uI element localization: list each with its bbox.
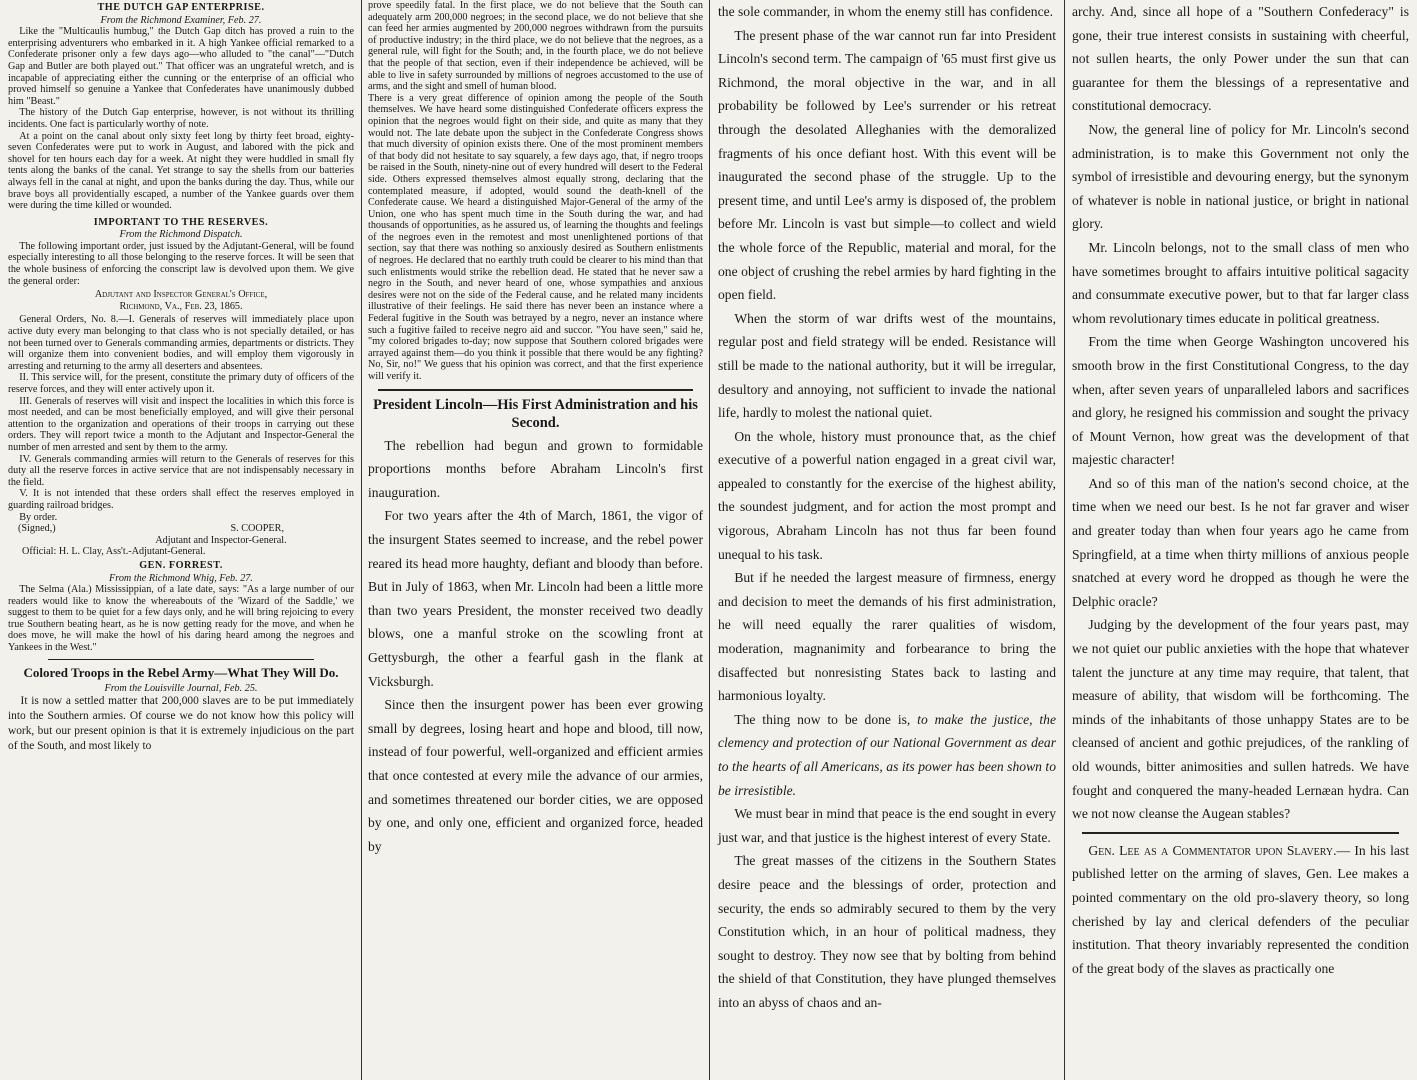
signer-title: Adjutant and Inspector-General.: [155, 534, 287, 546]
office-date: Richmond, Va., Feb. 23, 1865.: [119, 300, 243, 312]
article-paragraph: archy. And, since all hope of a "Southern Confederacy" is gone, their true interest consists in sustaining with cheerful, not sullen hearts, the only Power under the sun that can guarantee for them the blessings of a representative and constitutional democracy.: [1072, 4, 1409, 114]
signer-name: S. COOPER,: [230, 523, 284, 535]
article-paragraph: The rebellion had begun and grown to formidable proportions months before Abraham Lincoln's first inauguration.: [368, 437, 703, 500]
lincoln-heading: President Lincoln—His First Administration and his Second.: [373, 396, 698, 431]
column-2: [364, 0, 707, 1080]
column-1: [4, 0, 358, 1080]
article-paragraph: Now, the general line of policy for Mr. Lincoln's second administration, is to make this Government not only the symbol of irresistible and devouring energy, but the synonym of whatever is noble in national justice, or bright in national glory.: [1072, 121, 1409, 232]
forrest-source: From the Richmond Whig, Feb. 27.: [109, 572, 253, 584]
article-paragraph: Mr. Lincoln belongs, not to the small class of men who have sometimes brought to affairs intuitive political sagacity and consummate executive power, but to that far larger class whom revolutionary times educate in political greatness.: [1072, 239, 1409, 326]
official-line: Official: H. L. Clay, Ass't.-Adjutant-General.: [22, 546, 206, 558]
article-paragraph: But if he needed the largest measure of firmness, energy and decision to meet the demands of his first administration, he will need equally the rarer qualities of wisdom, moderation, magnanimity and forbearance to bring the disaffected but nonresisting States back to lasting and harmonious loyalty.: [718, 570, 1056, 704]
article-paragraph: On the whole, history must pronounce that, as the chief executive of a powerful nation engaged in a great civil war, appealed to constantly for the exercise of the highest ability, the soundest judgment, and for action the most prompt and vigorous, Abraham Lincoln has not thus far been found unequal to his task.: [718, 428, 1056, 562]
article-paragraph: Since then the insurgent power has been ever growing small by degrees, losing heart and hope and blood, till now, instead of four powerful, well-organized and efficient armies that once contested at every mile the advance of our armies, and sometimes threatened our border cities, we are opposed by one, and only one, efficient and organized force, headed by: [368, 697, 703, 854]
article-paragraph: And so of this man of the nation's second choice, at the time when we need our best. Is he not far graver and wiser and greater today than when four years ago he came from Springfield, at a time when thirty millions of anxious people snatched at every word he dropped as though he were the Delphic oracle?: [1072, 475, 1409, 609]
order-paragraph: IV. Generals commanding armies will return to the Generals of reserves for this duty all the reserve forces in active service that are not indispensably necessary in the field.: [8, 453, 354, 488]
article-paragraph: prove speedily fatal. In the first place, we do not believe that the South can adequately arm 200,000 negroes; in the second place, we do not believe that she can feed her armies augmented by 200,000 negroes withdrawn from the pursuits of productive industry; in the third place, we do not believe that the negroes, as a general rule, will fight for the South; and, in the fourth place, we do not believe that the people of that section, even if their independence be achieved, will be able to live in safety surrounded by millions of negroes accustomed to the use of arms, and the sight and smell of human blood.: [368, 0, 703, 93]
article-paragraph: There is a very great difference of opinion among the people of the South themselves. We have heard some distinguished Confederate officers express the opinion that the negroes would fight on their side, and quite as many that they would not. The late debate upon the subject in the Confederate Congress shows that much diversity of opinion exists there. One of the most prominent members of that body did not hesitate to say squarely, a few days ago, that, if negro troops be raised in the South, ninety-nine out of every hundred will desert to the Federal side. Others expressed themselves almost equally strong, declaring that the contemplated measure, if adopted, would sound the death-knell of the Confederate cause. We heard a distinguished Major-General of the army of the Union, one who has spent much time in the South during the war, and had thousands of opportunities, as he assured us, of learning the thoughts and feelings of the negroes even in the remotest and most unenlightened portions of that section, say that there was nothing so anxiously desired as Southern enlistments of negroes. He declared that no earthly truth could be clearer to his mind than that such enlistments would strike the rebellion dead. He stated that he never saw a negro in the South, and never heard of one, whose sympathies and anxious desires were not on the side of the Federal cause, and he related many incidents illustrative of their feelings. He said there has never been an instance where a Federal fugitive in the South was betrayed by a negro, never an instance where such a fugitive failed to receive negro aid and succor. "You have seen," said he, "my colored brigades to-day; now suppose that Southern colored brigades were arrayed against them—do you think it possible that there would be any fighting? No, Sir, no!" We guess that his opinion was correct, and that the first experience will verify it.: [368, 92, 703, 382]
order-paragraph: III. Generals of reserves will visit and inspect the localities in which this force is most needed, and can be most beneficially employed, and will give their personal attention to the organization and operations of their troops in carrying out these orders. They will report twice a month to the Adjutant and Inspector-General the number of men arrested and sent by them to the army.: [8, 395, 354, 453]
order-paragraph: General Orders, No. 8.—I. Generals of reserves will immediately place upon active duty every man belonging to that class who is not specially detailed, or has not been turned over to Generals commanding armies, departments or districts. They will organize them into convenient bodies, and will employ them vigorously in arresting and returning to the army all deserters and absentees.: [8, 314, 354, 372]
todo-lead: The thing now to be done is,: [734, 711, 911, 727]
column-rule: [361, 0, 362, 1080]
dutch-gap-heading: THE DUTCH GAP ENTERPRISE.: [97, 2, 265, 13]
article-paragraph: The present phase of the war cannot run far into President Lincoln's second term. The campaign of '65 must first give us Richmond, the moral objective in the war, and in all probability be followed by Lee's surrender or his retreat through the desolated Alleghanies with the demoralized fragments of his once defiant host. With this event will be inaugurated the second phase of the struggle. Up to the present time, and until Lee's army is disposed of, the problem before Mr. Lincoln is vast but simple—to collect and wield the whole force of the Republic, material and moral, for the one object of crushing the rebel armies by hard fighting in the open field.: [718, 27, 1056, 303]
order-paragraph: V. It is not intended that these orders shall effect the reserves employed in guarding railroad bridges.: [8, 488, 354, 511]
column-rule: [1064, 0, 1065, 1080]
column-4: [1066, 0, 1415, 1080]
article-paragraph: Like the "Multicaulis humbug," the Dutch Gap ditch has proved a ruin to the enterprising adventurers who embarked in it. A high Yankee official remarked to a Confederate prisoner only a few days ago—who alluded to "the canal"—"Dutch Gap and Butler are both played out." That officer was an ungrateful wretch, and is incapable of appreciating either the cunning or the enterprise of an official who proved himself so genuine a Yankee that Confederates have unanimously dubbed him "Beast.": [8, 26, 354, 107]
colored-troops-heading: Colored Troops in the Rebel Army—What They Will Do.: [23, 664, 339, 680]
signature-line: [8, 523, 354, 535]
reserves-source: From the Richmond Dispatch.: [119, 229, 243, 241]
column-rule: [709, 0, 710, 1080]
order-paragraph: II. This service will, for the present, constitute the primary duty of officers of the reserve forces, and they will enter actively upon it.: [8, 372, 354, 395]
lee-paragraph: In his last published letter on the arming of slaves, Gen. Lee makes a pointed commentary on the old pro-slavery theory, so long cherished by lay and clerical defenders of the peculiar institution. That theory invariably represented the condition of the great body of the slaves as practically one: [1072, 842, 1410, 976]
article-paragraph: The great masses of the citizens in the Southern States desire peace and the blessings of order, protection and security, the ends so admirably secured to them by the very Constitution which, in an hour of political madness, they sought to destroy. They now see that by bolting from behind the shield of that Constitution, they have plunged themselves into an abyss of chaos and an-: [718, 853, 1056, 1010]
dutch-gap-source: From the Richmond Examiner, Feb. 27.: [100, 14, 262, 26]
article-paragraph: For two years after the 4th of March, 1861, the vigor of the insurgent States seemed to increase, and the rebel power reared its head more haughty, defiant and bloody than before. But in July of 1863, when Mr. Lincoln had been a little more than two years President, the monster received two deadly blows, one a manful stroke on the scowling front at Gettysburgh, the other a fearful gash in the flank at Vicksburgh.: [368, 508, 703, 689]
article-paragraph: The history of the Dutch Gap enterprise, however, is not without its thrilling incidents. One fact is particularly worthy of note.: [8, 107, 354, 130]
forrest-heading: GEN. FORREST.: [139, 559, 223, 571]
reserves-heading: IMPORTANT TO THE RESERVES.: [93, 216, 269, 228]
divider: [378, 389, 693, 391]
article-paragraph: [718, 708, 1056, 802]
article-paragraph: We must bear in mind that peace is the end sought in every just war, and that justice is the highest interest of every State.: [718, 806, 1056, 845]
divider: [1082, 832, 1399, 834]
todo-emphasis: to make the justice, the clemency and protection of our National Government as dear to the hearts of all Americans, as its power has been shown to be irresistible.: [718, 711, 1056, 798]
divider: [48, 659, 314, 660]
article-paragraph: The following important order, just issued by the Adjutant-General, will be found especially interesting to all those belonging to the reserve forces. It will be seen that the whole business of enforcing the conscript law is devolved upon them. We give the general order:: [8, 240, 354, 287]
article-paragraph: At a point on the canal about only sixty feet long by thirty feet broad, eighty-seven Confederates were put to work in August, and labored with the pick and shovel for ten hours each day for a week. At night they were huddled in small fly tents along the banks of the canal. Yet strange to say the shells from our batteries always fell in the canal at night, and upon the banks during the day. Thus, while our brave boys all providentially escaped, a number of the Yankee guards over them were during the time killed or wounded.: [8, 130, 354, 212]
column-3: [712, 0, 1062, 1080]
article-paragraph: From the time when George Washington uncovered his smooth brow in the first Constitutional Congress, to the day when, after seven years of unparalleled labors and sacrifices and glory, he resigned his commission and sought the privacy of Mount Vernon, how great was the development of that majestic character!: [1072, 334, 1409, 468]
article-paragraph: The Selma (Ala.) Mississippian, of a late date, says: "As a large number of our readers would like to know the whereabouts of the 'Wizard of the Saddle,' we suggest to them to be quiet for a few days only, and he will bring rejoicing to every true Southern beating heart, as he is now getting ready for the move, and when he does move, he will make the howl of his daring heard among the negroes and Yankees in the West.": [8, 584, 354, 654]
lee-heading: Gen. Lee as a Commentator upon Slavery.—: [1088, 842, 1351, 858]
signed-label: (Signed,): [18, 523, 56, 535]
article-paragraph: Judging by the development of the four years past, may we not quiet our public anxieties with the hope that whatever talent the juncture at any time may require, that talent, that measure of ability, that wisdom will be forthcoming. The minds of the inhabitants of those unhappy States are to be cleansed of ancient and gothic prejudices, of the rankling of old wounds, bitter animosities and sullen hatreds. We have fought and conquered the many-headed Lernæan hydra. Can we not now cleanse the Augean stables?: [1072, 617, 1409, 822]
article-paragraph: When the storm of war drifts west of the mountains, regular post and field strategy will be ended. Resistance will still be made to the national authority, but it will be irregular, desultory and annoying, not sufficient to invade the national life, hardly to molest the national quiet.: [718, 310, 1056, 421]
office-line: Adjutant and Inspector General's Office,: [94, 289, 268, 301]
by-order: By order.: [19, 511, 58, 523]
article-paragraph: It is now a settled matter that 200,000 slaves are to be put immediately into the Southern armies. Of course we do not know how this policy will work, but our present opinion is that it is extremely injudicious on the part of the South, and most likely to: [8, 695, 354, 753]
article-paragraph: [1072, 839, 1409, 981]
colored-troops-source: From the Louisville Journal, Feb. 25.: [104, 682, 258, 694]
article-paragraph: the sole commander, in whom the enemy still has confidence.: [718, 4, 1054, 19]
